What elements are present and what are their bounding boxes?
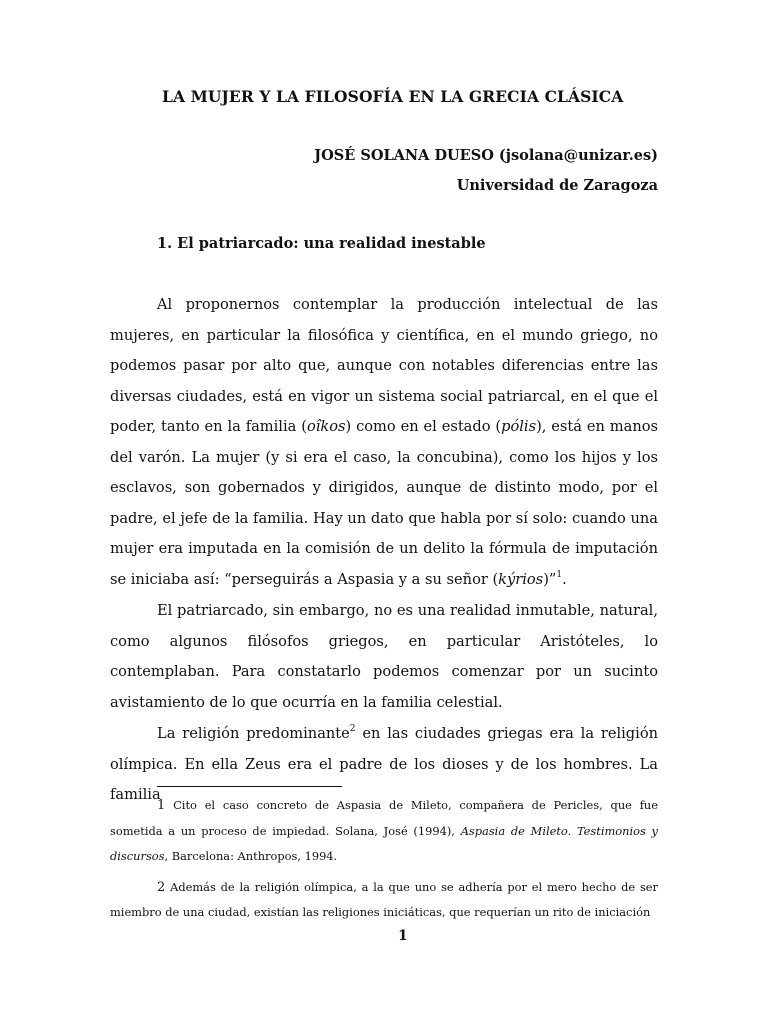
term-kyrios: kýrios	[498, 570, 544, 588]
institution-line: Universidad de Zaragoza	[456, 177, 658, 194]
footnote-1-text-b: , Barcelona: Anthropos, 1994.	[164, 849, 338, 863]
page-number: 1	[398, 928, 408, 944]
footnote-ref-1[interactable]: 1	[556, 569, 563, 580]
footnote-ref-2[interactable]: 2	[349, 724, 356, 734]
section-heading: 1. El patriarcado: una realidad inestable	[157, 235, 486, 252]
author-line: JOSÉ SOLANA DUESO (jsolana@unizar.es)	[314, 147, 658, 164]
footnote-separator	[157, 786, 342, 787]
p3-text-b: en las ciudades griegas era la religión olímpica. En ella Zeus era el padre de los dioses y de los hombres. La familia	[110, 725, 658, 803]
footnote-1	[110, 793, 658, 870]
p3-text-a: La religión predominante	[157, 725, 350, 742]
document-title: LA MUJER Y LA FILOSOFÍA EN LA GRECIA CLÁSICA	[162, 87, 624, 106]
body-text	[110, 290, 658, 811]
p1-text-d: )”	[543, 570, 557, 588]
footnote-2-number: 2	[157, 879, 166, 895]
term-oikos: oîkos	[306, 418, 346, 435]
paragraph-2: El patriarcado, sin embargo, no es una realidad inmutable, natural, como algunos filósofos griegos, en particular Aristóteles, lo contemplaban. Para constatarlo podemos comenzar por un sucinto avistamiento de lo que ocurría en la familia celestial.	[110, 602, 658, 711]
footnotes	[110, 793, 658, 926]
footnote-1-number: 1	[157, 798, 166, 813]
p1-text-a: Al proponernos contemplar la producción intelectual de las mujeres, en particular la filosófica y científica, en el mundo griego, no podemos pasar por alto que, aunque con notables diferencias entre las diversas ciudades, está en vigor un sistema social patriarcal, en el que el poder, tanto en la familia (	[110, 296, 658, 435]
p1-text-c: ), está en manos del varón. La mujer (y si era el caso, la concubina), como los hijos y los esclavos, son gobernados y dirigidos, aunque de distinto modo, por el padre, el jefe de la familia. Hay un dato que habla por sí solo: cuando una mujer era imputada en la comisión de un delito la fórmula de imputación se iniciaba así: “perseguirás a Aspasia y a su señor (	[110, 418, 659, 588]
footnote-2	[110, 875, 658, 926]
footnote-1-text-a: Cito el caso concreto de Aspasia de Mileto, compañera de Pericles, que fue sometida a un proceso de impiedad. Solana, José (1994),	[110, 798, 658, 838]
footnote-2-text: Además de la religión olímpica, a la que uno se adhería por el mero hecho de ser miembro de una ciudad, existían las religiones iniciáticas, que requerían un rito de iniciación	[110, 879, 658, 919]
footnote-1-book-title: Aspasia de Mileto. Testimonios y discursos	[110, 823, 658, 863]
paragraph-1	[110, 290, 658, 595]
term-polis: pólis	[501, 418, 537, 435]
p1-text-end: .	[562, 570, 567, 588]
p1-text-b: ) como en el estado (	[345, 418, 502, 435]
